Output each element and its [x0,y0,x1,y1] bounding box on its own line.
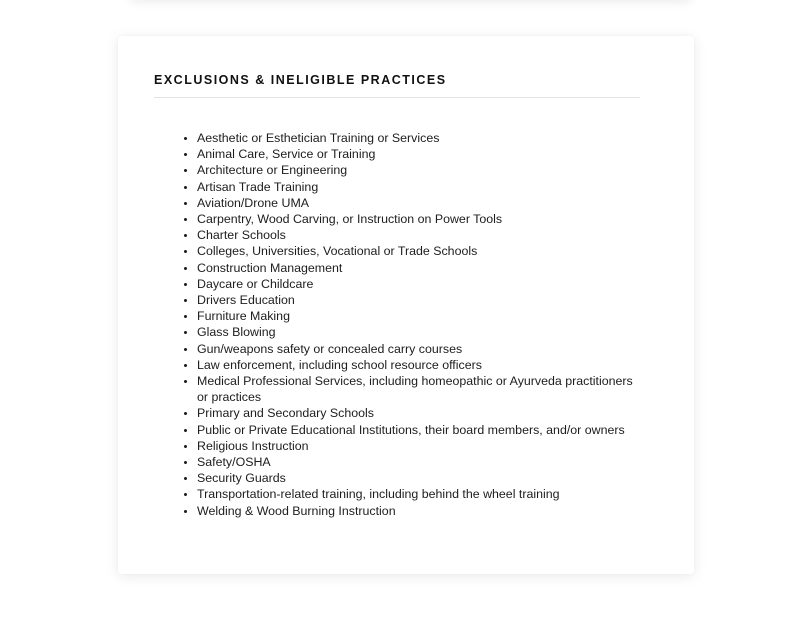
list-item: • Transportation-related training, including behind the wheel training [197,486,637,502]
section-title: EXCLUSIONS & INELIGIBLE PRACTICES [154,73,447,87]
list-item: • Security Guards [197,470,637,486]
exclusions-card [118,36,694,574]
list-item: • Religious Instruction [197,438,637,454]
list-item: • Furniture Making [197,308,637,324]
list-item: • Aviation/Drone UMA [197,195,637,211]
list-item: • Gun/weapons safety or concealed carry courses [197,341,637,357]
list-item: • Drivers Education [197,292,637,308]
list-item: • Animal Care, Service or Training [197,146,637,162]
exclusions-list [160,130,637,519]
list-item: • Public or Private Educational Institutions, their board members, and/or owners [197,422,637,438]
list-item: • Aesthetic or Esthetician Training or Services [197,130,637,146]
list-item: • Safety/OSHA [197,454,637,470]
list-item: • Law enforcement, including school resource officers [197,357,637,373]
list-item: • Glass Blowing [197,324,637,340]
list-item: • Daycare or Childcare [197,276,637,292]
list-item: • Welding & Wood Burning Instruction [197,503,637,519]
list-item: • Colleges, Universities, Vocational or Trade Schools [197,243,637,259]
list-item: • Primary and Secondary Schools [197,405,637,421]
list-item: • Medical Professional Services, including homeopathic or Ayurveda practitioners or practices [197,373,637,405]
list-item: • Carpentry, Wood Carving, or Instruction on Power Tools [197,211,637,227]
list-item: • Charter Schools [197,227,637,243]
title-divider [154,97,640,98]
list-item: • Artisan Trade Training [197,179,637,195]
list-item: • Construction Management [197,260,637,276]
list-item: • Architecture or Engineering [197,162,637,178]
